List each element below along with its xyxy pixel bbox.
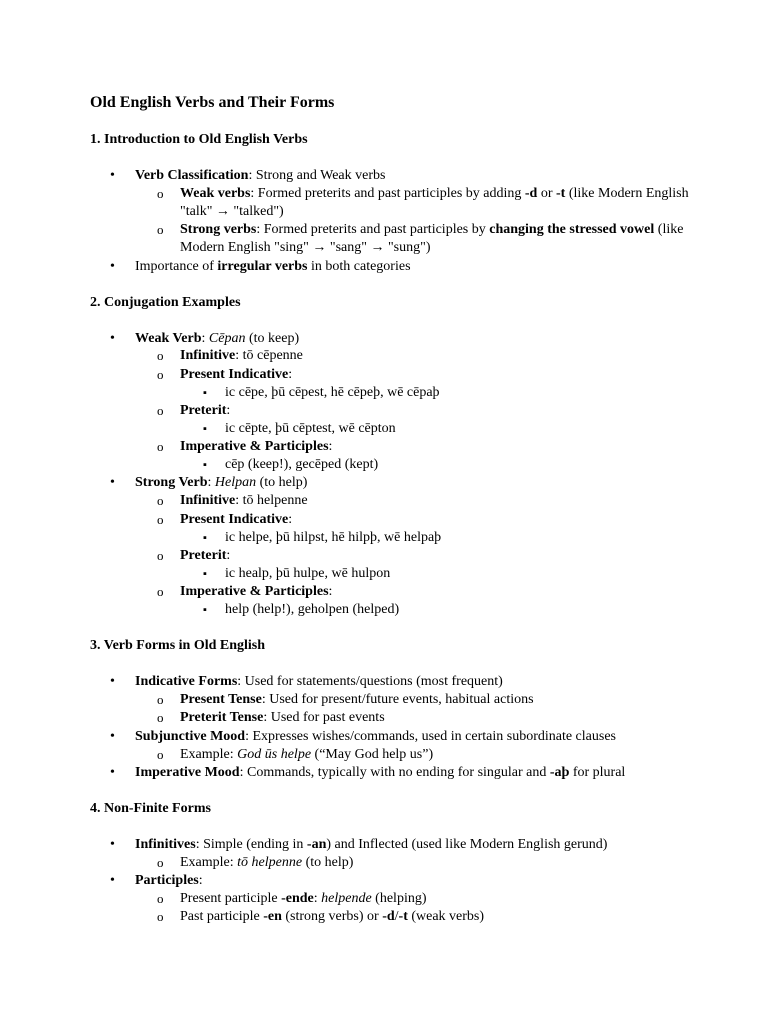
item-term: Present Indicative <box>180 367 289 382</box>
item-term: -en <box>263 909 282 924</box>
item-text: (like Modern English "talk" → "talked") <box>180 186 689 219</box>
item-emphasis: -aþ <box>549 765 570 780</box>
item-term: Present Indicative <box>180 512 289 527</box>
list-item <box>157 185 690 221</box>
list-item <box>203 565 690 583</box>
item-term: Infinitive <box>180 348 236 363</box>
list-item <box>110 167 690 185</box>
bullet-circle-icon: o <box>157 855 164 870</box>
item-emphasis: -t <box>398 909 408 924</box>
list-item <box>157 709 690 727</box>
item-text: : <box>226 548 231 563</box>
list-item <box>203 456 690 474</box>
bullet-square-icon: ▪ <box>203 423 207 435</box>
bullet-circle-icon: o <box>157 909 164 924</box>
item-text: : <box>288 512 293 527</box>
item-text: (weak verbs) <box>407 909 485 924</box>
list-item <box>157 492 690 510</box>
item-term: Infinitives <box>135 837 196 852</box>
item-text: : Formed preterits and past participles by adding <box>250 186 525 201</box>
item-text: : <box>201 331 209 346</box>
item-example: God ūs helpe <box>237 747 312 762</box>
list-item <box>157 583 690 601</box>
list-item <box>157 890 690 908</box>
list-item <box>110 764 690 782</box>
item-term: Imperative & Participles <box>180 584 329 599</box>
item-text: : <box>313 891 322 906</box>
item-emphasis: -d <box>524 186 538 201</box>
bullet-disc-icon: • <box>110 837 115 852</box>
item-text: or <box>537 186 557 201</box>
bullet-disc-icon: • <box>110 873 115 888</box>
list-item <box>157 691 690 709</box>
item-text: : <box>288 367 293 382</box>
item-emphasis: -t <box>556 186 566 201</box>
item-term: Preterit <box>180 403 227 418</box>
bullet-circle-icon: o <box>157 747 164 762</box>
item-term: Weak Verb <box>135 331 202 346</box>
list-item <box>157 854 690 872</box>
item-text: : Strong and Weak verbs <box>248 168 386 183</box>
bullet-circle-icon: o <box>157 493 164 508</box>
item-text: ) and Inflected (used like Modern English gerund) <box>326 837 608 852</box>
item-text: Past participle <box>180 909 264 924</box>
list-item <box>110 258 690 276</box>
item-text: / <box>394 909 399 924</box>
list-item <box>157 511 690 529</box>
bullet-circle-icon: o <box>157 891 164 906</box>
list-item <box>157 746 690 764</box>
item-emphasis: -d <box>382 909 395 924</box>
bullet-square-icon: ▪ <box>203 459 207 471</box>
item-emphasis: changing the stressed vowel <box>489 222 655 237</box>
list-item <box>203 601 690 619</box>
item-text: : Formed preterits and past participles by <box>256 222 490 237</box>
list-item <box>110 474 690 492</box>
list-item <box>110 836 690 854</box>
item-text: : tō cēpenne <box>235 348 303 363</box>
item-text: (“May God help us”) <box>311 747 434 762</box>
bullet-disc-icon: • <box>110 168 115 183</box>
section-heading: 3. Verb Forms in Old English <box>90 638 266 653</box>
item-text: (to help) <box>256 475 308 490</box>
item-term: Preterit Tense <box>180 710 264 725</box>
document-page <box>90 92 690 114</box>
item-term: Verb Classification <box>135 168 249 183</box>
item-text: : Used for past events <box>263 710 385 725</box>
item-text: : Used for present/future events, habitual actions <box>261 692 534 707</box>
item-term: Preterit <box>180 548 227 563</box>
item-term: Indicative Forms <box>135 674 238 689</box>
item-text: Present participle <box>180 891 282 906</box>
item-text: (to help) <box>302 855 354 870</box>
list-item <box>157 221 690 257</box>
bullet-disc-icon: • <box>110 475 115 490</box>
item-text: help (help!), geholpen (helped) <box>225 602 400 617</box>
section-heading: 2. Conjugation Examples <box>90 295 241 310</box>
item-emphasis: -an <box>306 837 327 852</box>
item-text: : <box>207 475 215 490</box>
item-text: : Simple (ending in <box>195 837 307 852</box>
item-text: (helping) <box>371 891 427 906</box>
bullet-circle-icon: o <box>157 512 164 527</box>
item-example: helpende <box>321 891 372 906</box>
section-heading: 4. Non-Finite Forms <box>90 801 211 816</box>
list-item <box>203 384 690 402</box>
item-term: Present Tense <box>180 692 262 707</box>
list-item <box>203 529 690 547</box>
item-term: irregular verbs <box>217 259 308 274</box>
item-term: Weak verbs <box>180 186 251 201</box>
item-text: : <box>328 439 333 454</box>
bullet-square-icon: ▪ <box>203 532 207 544</box>
item-text: in both categories <box>307 259 411 274</box>
item-text: : tō helpenne <box>235 493 308 508</box>
list-item <box>110 673 690 691</box>
item-term: -ende <box>281 891 314 906</box>
item-text: Example: <box>180 747 238 762</box>
item-example: Helpan <box>214 475 257 490</box>
item-text: : Expresses wishes/commands, used in certain subordinate clauses <box>245 729 616 744</box>
item-term: Imperative Mood <box>135 765 240 780</box>
item-term: Imperative & Participles <box>180 439 329 454</box>
item-text: Importance of <box>135 259 218 274</box>
item-text: : Commands, typically with no ending for singular and <box>239 765 550 780</box>
list-item <box>157 402 690 420</box>
list-item <box>203 420 690 438</box>
bullet-disc-icon: • <box>110 765 115 780</box>
bullet-circle-icon: o <box>157 348 164 363</box>
bullet-circle-icon: o <box>157 548 164 563</box>
item-example: Cēpan <box>208 331 246 346</box>
list-item <box>157 347 690 365</box>
bullet-circle-icon: o <box>157 439 164 454</box>
section-heading: 1. Introduction to Old English Verbs <box>90 132 308 147</box>
bullet-square-icon: ▪ <box>203 604 207 616</box>
bullet-disc-icon: • <box>110 331 115 346</box>
item-text: (strong verbs) or <box>281 909 383 924</box>
bullet-circle-icon: o <box>157 186 164 201</box>
list-item <box>110 728 690 746</box>
item-text: for plural <box>569 765 626 780</box>
bullet-circle-icon: o <box>157 692 164 707</box>
item-term: Strong Verb <box>135 475 208 490</box>
bullet-circle-icon: o <box>157 710 164 725</box>
item-text: : <box>328 584 333 599</box>
item-text: Example: <box>180 855 238 870</box>
item-term: Strong verbs <box>180 222 257 237</box>
item-term: Participles <box>135 873 199 888</box>
bullet-circle-icon: o <box>157 584 164 599</box>
bullet-circle-icon: o <box>157 367 164 382</box>
item-text: : Used for statements/questions (most frequent) <box>237 674 503 689</box>
list-item <box>157 438 690 456</box>
list-item <box>157 366 690 384</box>
list-item <box>110 872 690 890</box>
bullet-square-icon: ▪ <box>203 387 207 399</box>
item-term: Infinitive <box>180 493 236 508</box>
list-item <box>157 547 690 565</box>
item-text: cēp (keep!), gecēped (kept) <box>225 457 379 472</box>
item-term: Subjunctive Mood <box>135 729 246 744</box>
item-text: ic healp, þū hulpe, wē hulpon <box>225 566 391 581</box>
bullet-circle-icon: o <box>157 403 164 418</box>
item-example: tō helpenne <box>237 855 303 870</box>
item-text: (to keep) <box>245 331 300 346</box>
item-text: ic helpe, þū hilpst, hē hilpþ, wē helpaþ <box>225 530 442 545</box>
item-text: ic cēpte, þū cēptest, wē cēpton <box>225 421 396 436</box>
bullet-disc-icon: • <box>110 674 115 689</box>
document-title: Old English Verbs and Their Forms <box>90 94 335 111</box>
item-text: : <box>226 403 231 418</box>
bullet-disc-icon: • <box>110 729 115 744</box>
bullet-disc-icon: • <box>110 259 115 274</box>
list-item <box>157 908 690 926</box>
list-item <box>110 330 690 348</box>
bullet-square-icon: ▪ <box>203 568 207 580</box>
item-text: ic cēpe, þū cēpest, hē cēpeþ, wē cēpaþ <box>225 385 440 400</box>
item-text: (like Modern English "sing" → "sang" → "sung") <box>180 222 684 255</box>
item-text: : <box>198 873 203 888</box>
bullet-circle-icon: o <box>157 222 164 237</box>
